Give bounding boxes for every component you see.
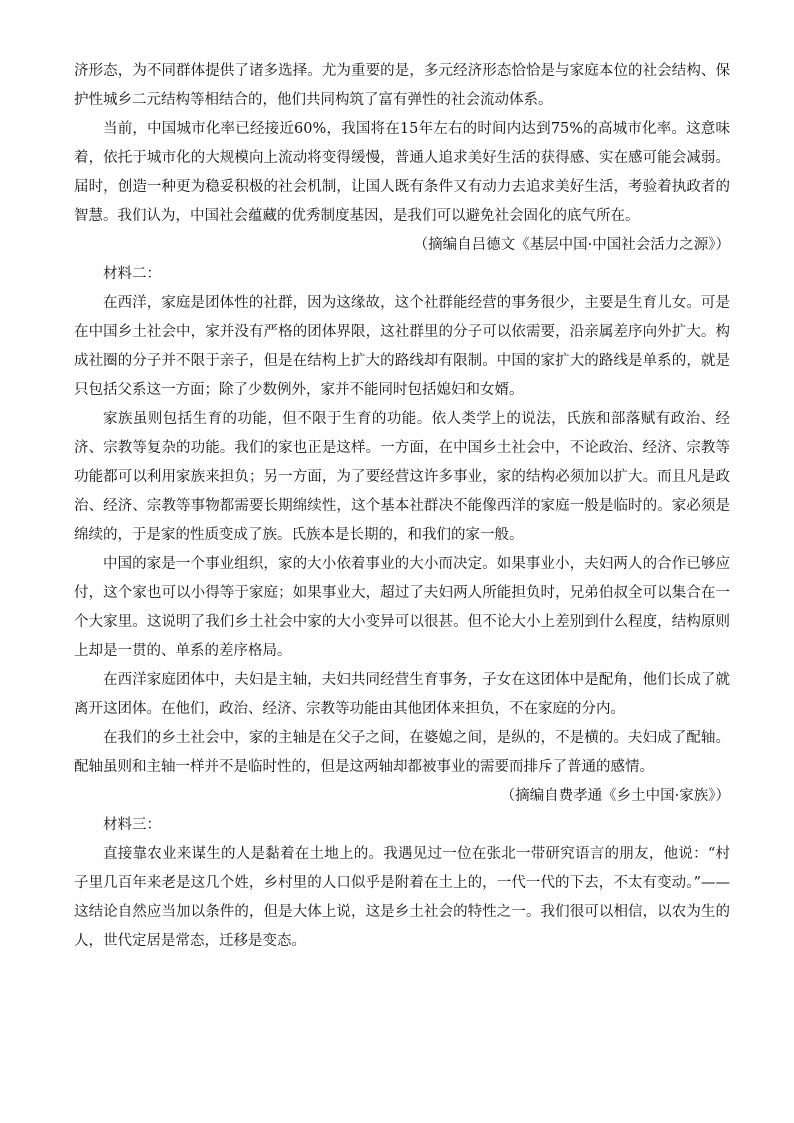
paragraph: 济形态，为不同群体提供了诸多选择。尤为重要的是，多元经济形态恰恰是与家庭本位的社会结构、保护性城乡二元结构等相结合的，他们共同构筑了富有弹性的社会流动体系。	[74, 63, 730, 108]
paragraph: 直接靠农业来谋生的人是黏着在土地上的。我遇见过一位在张北一带研究语言的朋友，他说：“村子里几百年来老是这几个姓，乡村里的人口似乎是附着在土上的，一代一代的下去，不太有变动。”——这结论自然应当加以条件的，但是大体上说，这是乡土社会的特性之一。我们很可以相信，以农为生的人，世代定居是常态，迁移是变态。	[74, 846, 730, 949]
source-citation: （摘编自吕德文《基层中国·中国社会活力之源》）	[413, 237, 730, 253]
paragraph: 在西洋家庭团体中，夫妇是主轴，夫妇共同经营生育事务，子女在这团体中是配角，他们长成了就离开这团体。在他们，政治、经济、宗教等功能由其他团体来担负，不在家庭的分内。	[74, 672, 730, 717]
source-citation: （摘编自费孝通《乡土中国·家族》）	[500, 788, 730, 804]
paragraph: 在我们的乡土社会中，家的主轴是在父子之间，在婆媳之间，是纵的，不是横的。夫妇成了配轴。配轴虽则和主轴一样并不是临时性的，但是这两轴却都被事业的需要而排斥了普通的感情。	[74, 730, 730, 775]
paragraph: 当前，中国城市化率已经接近60%，我国将在15年左右的时间内达到75%的高城市化率。这意味着，依托于城市化的大规模向上流动将变得缓慢，普通人追求美好生活的获得感、实在感可能会减弱。届时，创造一种更为稳妥积极的社会机制，让国人既有条件又有动力去追求美好生活，考验着执政者的智慧。我们认为，中国社会蕴藏的优秀制度基因，是我们可以避免社会固化的底气所在。	[74, 121, 730, 224]
paragraph: 中国的家是一个事业组织，家的大小依着事业的大小而决定。如果事业小，夫妇两人的合作已够应付，这个家也可以小得等于家庭；如果事业大，超过了夫妇两人所能担负时，兄弟伯叔全可以集合在一个大家里。这说明了我们乡土社会中家的大小变异可以很甚。但不论大小上差别到什么程度，结构原则上却是一贯的、单系的差序格局。	[74, 556, 730, 659]
material-label: 材料二：	[103, 266, 161, 282]
paragraph: 在西洋，家庭是团体性的社群，因为这缘故，这个社群能经营的事务很少，主要是生育儿女。可是在中国乡土社会中，家并没有严格的团体界限，这社群里的分子可以依需要，沿亲属差序向外扩大。构成社圈的分子并不限于亲子，但是在结构上扩大的路线却有限制。中国的家扩大的路线是单系的，就是只包括父系这一方面；除了少数例外，家并不能同时包括媳妇和女婿。	[74, 295, 730, 398]
paragraph: 家族虽则包括生育的功能，但不限于生育的功能。依人类学上的说法，氏族和部落赋有政治、经济、宗教等复杂的功能。我们的家也正是这样。一方面，在中国乡土社会中，不论政治、经济、宗教等功能都可以利用家族来担负；另一方面，为了要经营这许多事业，家的结构必须加以扩大。而且凡是政治、经济、宗教等事物都需要长期绵续性，这个基本社群决不能像西洋的家庭一般是临时的。家必须是绵续的，于是家的性质变成了族。氏族本是长期的，和我们的家一般。	[74, 411, 730, 543]
document-body	[74, 57, 730, 956]
material-label: 材料三：	[103, 817, 161, 833]
